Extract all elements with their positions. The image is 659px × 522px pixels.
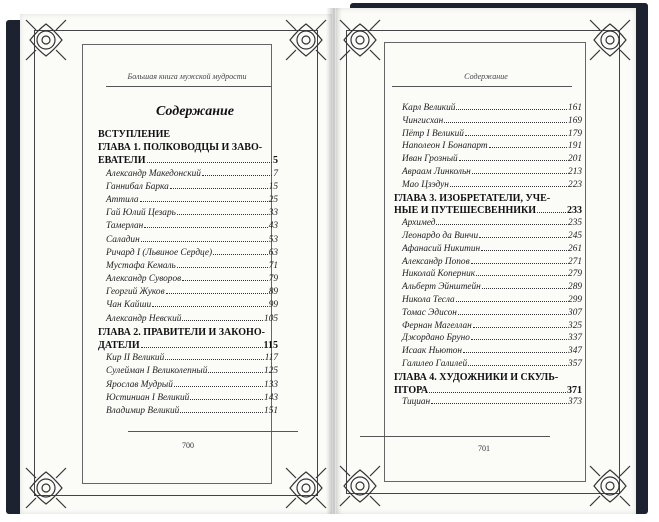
- toc-entry-title: Георгий Жуков: [106, 287, 165, 298]
- toc-entry: [394, 181, 582, 194]
- toc-list-right: [394, 104, 582, 411]
- ornament-corner-icon: [284, 466, 328, 510]
- toc-entry-title: Гай Юлий Цезарь: [106, 208, 176, 219]
- toc-entry-title: Сулейман I Великолепный: [106, 366, 208, 377]
- left-page: [20, 14, 332, 514]
- toc-entry-title: Юстиниан I Великий: [106, 392, 190, 403]
- toc-leader-dots: [177, 267, 268, 268]
- toc-leader-dots: [190, 399, 263, 400]
- toc-leader-dots: [208, 372, 263, 373]
- toc-leader-dots: [166, 293, 268, 294]
- toc-entry-title: Мустафа Кемаль: [106, 260, 176, 271]
- toc-entry-title: ГЛАВА 1. ПОЛКОВОДЦЫ И ЗАВО-: [98, 142, 263, 154]
- right-running-head: Содержание: [464, 72, 508, 81]
- toc-entry: [98, 407, 278, 420]
- toc-entry-page: 235: [568, 218, 582, 229]
- toc-entry-title: Авраам Линкольн: [402, 166, 471, 177]
- toc-entry-title: Никола Тесла: [402, 294, 455, 305]
- ornament-corner-icon: [338, 18, 382, 62]
- toc-leader-dots: [456, 109, 567, 110]
- toc-entry-title: Владимир Великий: [106, 405, 180, 416]
- toc-leader-dots: [182, 320, 263, 321]
- toc-entry: [394, 398, 582, 411]
- toc-entry-page: 25: [268, 194, 278, 205]
- toc-entry-page: 371: [567, 384, 582, 396]
- toc-entry: [394, 104, 582, 117]
- toc-entry: [98, 315, 278, 328]
- toc-entry-page: 89: [268, 287, 278, 298]
- toc-entry: [394, 168, 582, 181]
- toc-entry-title: Николай Коперник: [402, 269, 476, 280]
- toc-entry-title: Фернан Магеллан: [402, 320, 472, 331]
- toc-entry-page: 271: [568, 256, 582, 267]
- toc-entry-page: 357: [568, 358, 582, 369]
- toc-leader-dots: [213, 254, 268, 255]
- toc-leader-dots: [465, 135, 567, 136]
- toc-leader-dots: [170, 188, 268, 189]
- toc-entry-page: 79: [268, 274, 278, 285]
- right-foot-rule: [360, 436, 550, 437]
- toc-entry-page: 245: [568, 230, 582, 241]
- right-page: [336, 8, 636, 514]
- ornament-corner-icon: [284, 18, 328, 62]
- toc-entry-page: 143: [264, 392, 278, 403]
- toc-entry-page: 117: [264, 353, 278, 364]
- toc-leader-dots: [444, 122, 567, 123]
- toc-entry-page: 151: [264, 405, 278, 416]
- toc-entry-page: 307: [568, 307, 582, 318]
- toc-entry: [394, 232, 582, 245]
- toc-leader-dots: [450, 186, 567, 187]
- toc-entry-title: Чингисхан: [402, 115, 444, 126]
- toc-entry-title: Леонардо да Винчи: [402, 230, 479, 241]
- toc-entry: [98, 183, 278, 196]
- toc-entry-page: 161: [568, 103, 582, 113]
- toc-entry: [394, 296, 582, 309]
- toc-entry: [394, 360, 582, 373]
- toc-entry-page: 299: [568, 294, 582, 305]
- toc-entry-title: Исаак Ньютон: [402, 346, 463, 357]
- toc-entry: [394, 117, 582, 130]
- toc-entry-page: 33: [268, 208, 278, 219]
- ornament-corner-icon: [588, 464, 632, 508]
- toc-leader-dots: [468, 365, 567, 366]
- toc-entry-title: ГЛАВА 3. ИЗОБРЕТАТЕЛИ, УЧЕ-: [394, 192, 551, 204]
- toc-entry: [98, 236, 278, 249]
- toc-leader-dots: [482, 288, 567, 289]
- toc-entry-page: 289: [568, 282, 582, 293]
- toc-entry-page: 115: [263, 340, 278, 351]
- toc-entry-page: 373: [568, 397, 582, 408]
- toc-entry-page: 261: [568, 243, 582, 254]
- toc-leader-dots: [458, 314, 567, 315]
- toc-entry-title: Афанасий Никитин: [402, 243, 481, 254]
- toc-entry-page: 191: [568, 141, 582, 152]
- toc-entry: [98, 222, 278, 235]
- toc-entry-title: Тициан: [402, 397, 431, 408]
- toc-entry-title: Тамерлан: [106, 221, 144, 232]
- toc-entry: [98, 249, 278, 262]
- toc-entry-page: 279: [568, 269, 582, 280]
- toc-entry-title: Александр Попов: [402, 256, 470, 267]
- toc-entry: [98, 170, 278, 183]
- toc-entry-page: 325: [568, 320, 582, 331]
- toc-leader-dots: [429, 392, 566, 393]
- toc-list-left: [98, 130, 278, 420]
- toc-leader-dots: [165, 359, 264, 360]
- toc-entry-title: Ганнибал Барка: [106, 181, 169, 192]
- toc-leader-dots: [431, 403, 567, 404]
- toc-leader-dots: [537, 212, 566, 213]
- toc-entry-page: 63: [268, 247, 278, 258]
- ornament-corner-icon: [588, 18, 632, 62]
- toc-leader-dots: [463, 352, 567, 353]
- ornament-corner-icon: [24, 18, 68, 62]
- ornament-corner-icon: [24, 466, 68, 510]
- right-head-rule: [392, 86, 572, 87]
- toc-entry-title: Наполеон I Бонапарт: [402, 141, 488, 152]
- toc-entry-title: Александр Невский: [106, 313, 182, 324]
- toc-entry-page: 15: [268, 181, 278, 192]
- toc-leader-dots: [180, 412, 263, 413]
- toc-entry-title: ПТОРА: [394, 384, 429, 396]
- toc-leader-dots: [152, 306, 268, 307]
- toc-entry-title: Аттила: [106, 194, 139, 205]
- toc-leader-dots: [140, 201, 268, 202]
- toc-entry: [98, 367, 278, 380]
- toc-title: Содержание: [156, 104, 234, 119]
- toc-entry: [394, 245, 582, 258]
- toc-entry-page: 71: [268, 260, 278, 271]
- toc-entry-title: ДАТЕЛИ: [98, 340, 140, 351]
- toc-leader-dots: [182, 280, 268, 281]
- toc-entry-title: ГЛАВА 2. ПРАВИТЕЛИ И ЗАКОНО-: [98, 326, 265, 338]
- toc-entry: [394, 373, 582, 386]
- toc-entry-page: 99: [268, 300, 278, 311]
- toc-entry-page: 337: [568, 333, 582, 344]
- toc-entry-title: Александр Македонский: [106, 168, 201, 179]
- toc-entry-page: 179: [568, 128, 582, 139]
- left-foot-rule: [128, 431, 298, 432]
- toc-entry-title: НЫЕ И ПУТЕШЕСВЕННИКИ: [394, 205, 537, 217]
- toc-leader-dots: [174, 386, 263, 387]
- toc-entry-title: ВСТУПЛЕНИЕ: [98, 129, 171, 140]
- toc-leader-dots: [436, 224, 567, 225]
- toc-entry-page: 105: [264, 313, 278, 324]
- toc-entry-title: Альберт Эйнштейн: [402, 282, 481, 293]
- toc-leader-dots: [141, 241, 268, 242]
- toc-leader-dots: [479, 237, 567, 238]
- toc-entry-page: 5: [273, 155, 278, 167]
- toc-entry-title: Ярослав Мудрый: [106, 379, 173, 390]
- toc-entry-page: 133: [264, 379, 278, 390]
- toc-leader-dots: [141, 347, 263, 348]
- toc-entry-title: Карл Великий: [402, 103, 456, 113]
- toc-leader-dots: [489, 147, 567, 148]
- toc-leader-dots: [177, 214, 268, 215]
- toc-leader-dots: [202, 175, 272, 176]
- toc-entry-title: Кир II Великий: [106, 353, 165, 364]
- toc-entry-title: Архимед: [402, 218, 436, 229]
- toc-entry-page: 53: [268, 234, 278, 245]
- toc-entry-title: Саладин: [106, 234, 140, 245]
- toc-entry-title: Пётр I Великий: [402, 128, 464, 139]
- toc-entry-title: Мао Цзэдун: [402, 179, 449, 190]
- toc-entry-title: Чан Кайши: [106, 300, 152, 311]
- toc-entry-page: 233: [567, 205, 582, 217]
- toc-leader-dots: [459, 160, 567, 161]
- toc-entry-page: 7: [273, 168, 278, 179]
- toc-entry: [98, 394, 278, 407]
- toc-entry-title: Джордано Бруно: [402, 333, 470, 344]
- toc-entry: [394, 309, 582, 322]
- toc-entry-page: 169: [568, 115, 582, 126]
- toc-entry-page: 43: [268, 221, 278, 232]
- toc-leader-dots: [472, 173, 567, 174]
- toc-entry: [98, 381, 278, 394]
- toc-entry-page: 347: [568, 346, 582, 357]
- toc-leader-dots: [476, 275, 567, 276]
- toc-entry-title: Ричард I (Львиное Сердце): [106, 247, 213, 258]
- book-gutter-shadow: [326, 8, 342, 514]
- toc-entry-title: Томас Эдисон: [402, 307, 457, 318]
- toc-entry-page: 213: [568, 166, 582, 177]
- toc-entry-page: 125: [264, 366, 278, 377]
- toc-entry: [98, 301, 278, 314]
- toc-entry-title: Иван Грозный: [402, 154, 458, 165]
- ornament-corner-icon: [338, 464, 382, 508]
- toc-leader-dots: [147, 162, 273, 163]
- toc-leader-dots: [481, 250, 567, 251]
- toc-entry: [98, 156, 278, 169]
- left-head-rule: [106, 86, 271, 87]
- toc-entry-title: ЕВАТЕЛИ: [98, 155, 146, 167]
- toc-leader-dots: [144, 227, 267, 228]
- toc-leader-dots: [471, 339, 567, 340]
- left-running-head: Большая книга мужской мудрости: [127, 72, 247, 81]
- toc-entry-page: 223: [568, 179, 582, 190]
- toc-leader-dots: [456, 301, 567, 302]
- toc-entry-page: 201: [568, 154, 582, 165]
- toc-entry-title: Галилео Галилей: [402, 358, 468, 369]
- left-page-number: 700: [182, 441, 194, 450]
- toc-entry-title: ГЛАВА 4. ХУДОЖНИКИ И СКУЛЬ-: [394, 371, 559, 383]
- toc-leader-dots: [473, 327, 567, 328]
- toc-entry-title: Александр Суворов: [106, 274, 182, 285]
- right-page-number: 701: [478, 444, 490, 453]
- toc-leader-dots: [471, 263, 567, 264]
